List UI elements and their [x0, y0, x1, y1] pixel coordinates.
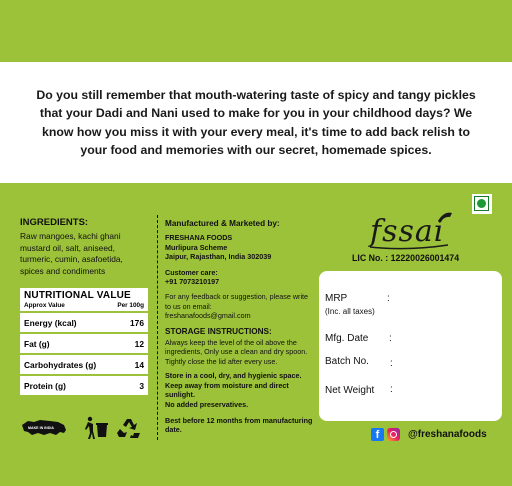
social-handle[interactable]: @freshanafoods [408, 429, 487, 440]
storage-text: Always keep the level of the oil above the ingredients, Only use a clean and dry spoon. Tightly close the lid after every use. [165, 338, 308, 366]
ingredients-section [20, 217, 148, 277]
company-name: FRESHANA FOODS [165, 233, 233, 243]
storage-line-1: Store in a cool, dry, and hygienic space. [165, 371, 302, 381]
customer-care-label: Customer care: [165, 267, 218, 277]
table-row [20, 313, 148, 334]
intro-text: Do you still remember that mouth-watering taste of spicy and tangy pickles that your Dadi and Nani used to make for you in your childhood days? We know how you miss it with your every meal, it's time to add back relish to your food and memories with our secret, homemade spices. [36, 87, 476, 157]
nutrient-value: 3 [139, 380, 144, 391]
nutrient-label: Fat (g) [24, 338, 50, 349]
license-number: LIC No. : 12220026001474 [352, 253, 460, 263]
net-colon: : [390, 384, 393, 395]
mfg-date-label: Mfg. Date [325, 333, 369, 344]
storage-line-3: No added preservatives. [165, 399, 249, 409]
manufacturer-heading: Manufactured & Marketed by: [165, 219, 280, 228]
make-in-india-text: MAKE IN INDIA [28, 426, 54, 430]
price-batch-card [319, 271, 502, 421]
mfg-colon: : [389, 333, 392, 344]
address-line-1: Murlipura Scheme [165, 242, 228, 252]
manufacturer-section [165, 219, 313, 435]
make-in-india-lion-icon [22, 420, 66, 435]
mrp-colon: : [387, 293, 390, 304]
nutrition-table [20, 288, 148, 395]
instagram-icon[interactable] [387, 428, 400, 441]
customer-care-phone: +91 7073210197 [165, 277, 220, 287]
social-links [371, 428, 487, 441]
facebook-icon[interactable]: f [371, 428, 384, 441]
ingredients-heading: INGREDIENTS: [20, 217, 89, 228]
nutrient-label: Carbohydrates (g) [24, 359, 97, 370]
mrp-label: MRP [325, 293, 348, 304]
nutrition-header [20, 288, 148, 313]
mrp-subtext: (Inc. all taxes) [325, 307, 375, 316]
table-row [20, 376, 148, 395]
nutrition-title: NUTRITIONAL VALUE [24, 290, 131, 301]
ingredients-text: Raw mangoes, kachi ghani mustard oil, salt, aniseed, turmeric, cumin, asafoetida, spices and condiments [20, 231, 123, 276]
nutrient-label: Energy (kcal) [24, 317, 77, 328]
table-row [20, 355, 148, 376]
intro-banner [0, 62, 512, 183]
nutrient-value: 14 [134, 359, 144, 370]
storage-line-2: Keep away from moisture and direct sunlight. [165, 380, 289, 400]
nutrient-value: 176 [130, 317, 144, 328]
certification-logos [20, 413, 148, 443]
fssai-logo [368, 207, 458, 255]
recycle-icon [117, 419, 140, 438]
nutrient-label: Protein (g) [24, 380, 66, 391]
per-label: Per 100g [117, 302, 144, 309]
top-green-band [0, 0, 512, 62]
batch-no-label: Batch No. [325, 356, 369, 367]
approx-label: Approx Value [24, 302, 65, 309]
email-text: freshanafoods@gmail.com [165, 311, 251, 321]
best-before-text: Best before 12 months from manufacturing date. [165, 415, 313, 435]
section-divider [157, 215, 158, 440]
feedback-text: For any feedback or suggestion, please write to us on email: [165, 292, 309, 311]
nutrition-subheader [24, 302, 144, 309]
address-line-2: Jaipur, Rajasthan, India 302039 [165, 252, 272, 262]
storage-heading: STORAGE INSTRUCTIONS: [165, 326, 272, 336]
logos-svg [20, 413, 148, 443]
table-row [20, 334, 148, 355]
fssai-logo-text: fssai [370, 214, 445, 249]
nutrient-value: 12 [134, 338, 144, 349]
veg-mark-icon [472, 194, 492, 214]
batch-colon: : [390, 358, 393, 369]
net-weight-label: Net Weight [325, 385, 375, 396]
bin-disposal-icon [85, 417, 108, 439]
